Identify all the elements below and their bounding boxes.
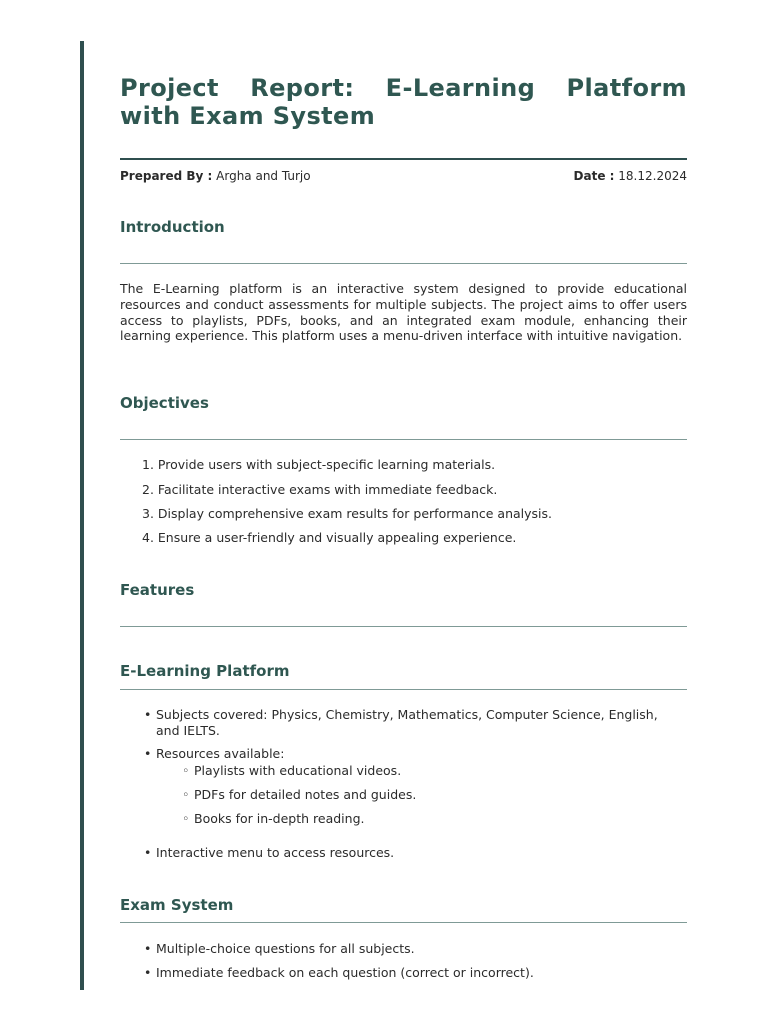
list-item: 3. Display comprehensive exam results for performance analysis. [142,506,553,521]
bullet-icon: • [144,845,152,860]
circle-bullet-icon: ◦ [182,763,190,778]
list-item: 4. Ensure a user-friendly and visually appealing experience. [142,530,517,545]
bullet-icon: • [144,941,152,956]
sub-list-item [182,763,401,779]
sub-list-item [182,811,364,827]
objectives-divider [120,439,687,440]
elearning-heading: E-Learning Platform [120,662,290,680]
list-item: 1. Provide users with subject-specific learning materials. [142,457,496,472]
prepared-by [120,168,311,184]
prepared-by-label: Prepared By : [120,169,213,183]
sub-list-text: PDFs for detailed notes and guides. [194,787,417,802]
circle-bullet-icon: ◦ [182,787,190,802]
prepared-by-value: Argha and Turjo [216,169,311,183]
features-heading: Features [120,581,195,599]
bullet-icon: • [144,746,152,761]
bullet-icon: • [144,965,152,980]
exam-heading: Exam System [120,896,234,914]
exam-divider [120,922,687,923]
list-item: 2. Facilitate interactive exams with immediate feedback. [142,482,498,497]
elearning-divider [120,689,687,690]
introduction-divider [120,263,687,264]
list-item [144,746,684,762]
sub-list-item [182,787,416,803]
list-item [144,965,684,981]
report-title: Project Report: E-Learning Platform with Exam System [120,74,687,130]
subjects-text-line1: Subjects covered: Physics, Chemistry, Mathematics, Computer Science, English, [156,707,658,722]
introduction-heading: Introduction [120,218,225,236]
resources-text: Resources available: [156,746,285,761]
sub-list-text: Books for in-depth reading. [194,811,365,826]
list-item [144,707,684,739]
date-label: Date : [573,169,615,183]
objectives-heading: Objectives [120,394,209,412]
features-divider [120,626,687,627]
subjects-text-line2: and IELTS. [156,723,220,738]
accent-left-bar [80,41,84,990]
exam-item-text: Multiple-choice questions for all subjects. [156,941,415,956]
list-item [144,941,684,957]
report-date [574,168,687,184]
list-item [144,845,684,861]
date-value: 18.12.2024 [618,169,687,183]
title-divider [120,158,687,160]
bullet-icon: • [144,707,152,722]
sub-list-text: Playlists with educational videos. [194,763,402,778]
introduction-body: The E-Learning platform is an interactive system designed to provide educational resources and conduct assessments for multiple subjects. The project aims to offer users access to playlists, PDFs, books, and an integrated exam module, enhancing their learning experience. This platform uses a menu-driven interface with intuitive navigation. [120,281,687,344]
circle-bullet-icon: ◦ [182,811,190,826]
exam-item-text: Immediate feedback on each question (correct or incorrect). [156,965,534,980]
menu-text: Interactive menu to access resources. [156,845,395,860]
